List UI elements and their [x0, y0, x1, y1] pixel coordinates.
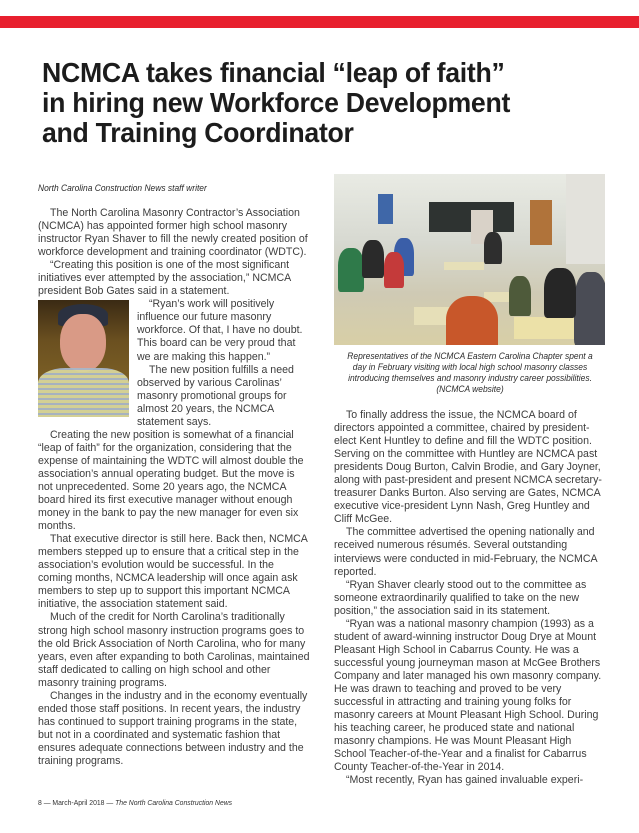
student-shape	[338, 248, 364, 292]
student-shape	[574, 272, 605, 345]
paragraph: The North Carolina Masonry Contractor’s Association (NCMCA) has appointed former high school masonry instructor Ryan Shaver to fill the newly created position of workforce development and training coordinator (WDTC).	[38, 207, 308, 259]
paragraph: “Ryan was a national masonry champion (1993) as a student of award-winning instructor Doug Drye at Mount Pleasant High School in Cabarrus County. He was a successful young journeyman mason at McGee Brothers Company and later managed his own masonry company. He was drawn to teaching and proved to be very successful in attracting and training young folks for masonry careers at Mount Pleasant High School. During his teaching career, he produced state and national masonry champions. He was Mount Pleasant High School Teacher-of-the-Year and a finalist for Cabarrus County Teacher-of-the-Year in 2014.	[334, 617, 602, 774]
paragraph: That executive director is still here. Back then, NCMCA members stepped up to ensure that a critical step in the association’s evolution would be successful. In the coming months, NCMCA leadership will once again ask members to step up to support this important NCMCA initiative, the association statement said.	[38, 533, 308, 611]
paragraph: Much of the credit for North Carolina’s traditionally strong high school masonry instruction programs goes to the old Brick Association of North Carolina, who for many years, even after expanding to both Carolinas, maintained staff dedicated to calling on high school and other masonry training programs.	[38, 611, 310, 689]
byline: North Carolina Construction News staff writer	[38, 182, 207, 193]
headline-line-2: in hiring new Workforce Development	[42, 87, 511, 118]
headline-line-1: NCMCA takes financial “leap of faith”	[42, 57, 505, 88]
classroom-photo	[334, 174, 605, 345]
shirt-shape	[38, 368, 129, 417]
paragraph: “Creating this position is one of the most significant initiatives ever attempted by the association,” NCMCA president Bob Gates said in a statement.	[38, 259, 291, 298]
paragraph: “Ryan’s work will positively influence our future masonry workforce. Of that, I have no doubt. This board can be very proud that we are making this happen.”	[137, 298, 303, 363]
wall-banner-shape	[378, 194, 393, 224]
headshot-photo	[38, 300, 129, 417]
footer-publication: The North Carolina Construction News	[115, 798, 233, 807]
desk-shape	[444, 262, 484, 270]
article-headline	[42, 58, 605, 148]
paragraph: Creating the new position is somewhat of a financial “leap of faith” for the organization, considering that the expense of maintaining the WDTC will almost double the association’s annual operating budget. But the move is not unprecedented. Some 20 years ago, the NCMCA board hired its first executive manager without enough money in the bank to pay the new manager for even six months.	[38, 428, 304, 533]
left-column	[38, 207, 310, 768]
photo-caption: Representatives of the NCMCA Eastern Carolina Chapter spent a day in February visiting with local high school masonry classes introducing themselves and masonry industry career possibilities. (NCMCA website)	[347, 351, 593, 394]
student-shape	[384, 252, 404, 288]
student-shape	[446, 296, 498, 345]
paragraph: The committee advertised the opening nationally and received numerous résumés. Several outstanding interviews were conducted in mid-February, the NCMCA reported.	[334, 526, 597, 578]
student-shape	[509, 276, 531, 316]
face-shape	[60, 314, 106, 372]
footer-page-info: 8 — March-April 2018 —	[38, 798, 116, 807]
student-shape	[484, 232, 502, 264]
headline-line-3: and Training Coordinator	[42, 117, 354, 148]
paragraph: The new position fulfills a need observed by various Carolinas’ masonry promotional groups for almost 20 years, the NCMCA statement says.	[137, 363, 294, 428]
students-group	[334, 232, 605, 345]
paragraph: “Most recently, Ryan has gained invaluable experi-	[346, 774, 584, 787]
right-column	[334, 409, 606, 787]
paragraph: To finally address the issue, the NCMCA board of directors appointed a committee, chaired by president-elect Kent Huntley to define and fill the WDTC position. Serving on the committee with Huntley are NCMCA past presidents Doug Burton, Calvin Brodie, and Gary Joyner, along with past-president and present NCMCA secretary-treasurer Danks Burton. Also serving are Gates, NCMCA executive vice-president Lynn Nash, Greg Huntley and Cliff McGee.	[334, 409, 602, 526]
accent-bar	[0, 16, 639, 28]
student-shape	[362, 240, 384, 278]
page-footer	[38, 798, 232, 807]
paragraph: “Ryan Shaver clearly stood out to the committee as someone extraordinarily qualified to take on the new position,” the association said in its statement.	[334, 578, 587, 617]
student-shape	[544, 268, 576, 318]
paragraph: Changes in the industry and in the economy eventually ended those staff positions. In recent years, the industry has continued to support training programs in the state, but not in a coordinated and systematic fashion that ensures adequate connections between industry and the training programs.	[38, 689, 308, 767]
headshot-wrap	[38, 298, 310, 428]
